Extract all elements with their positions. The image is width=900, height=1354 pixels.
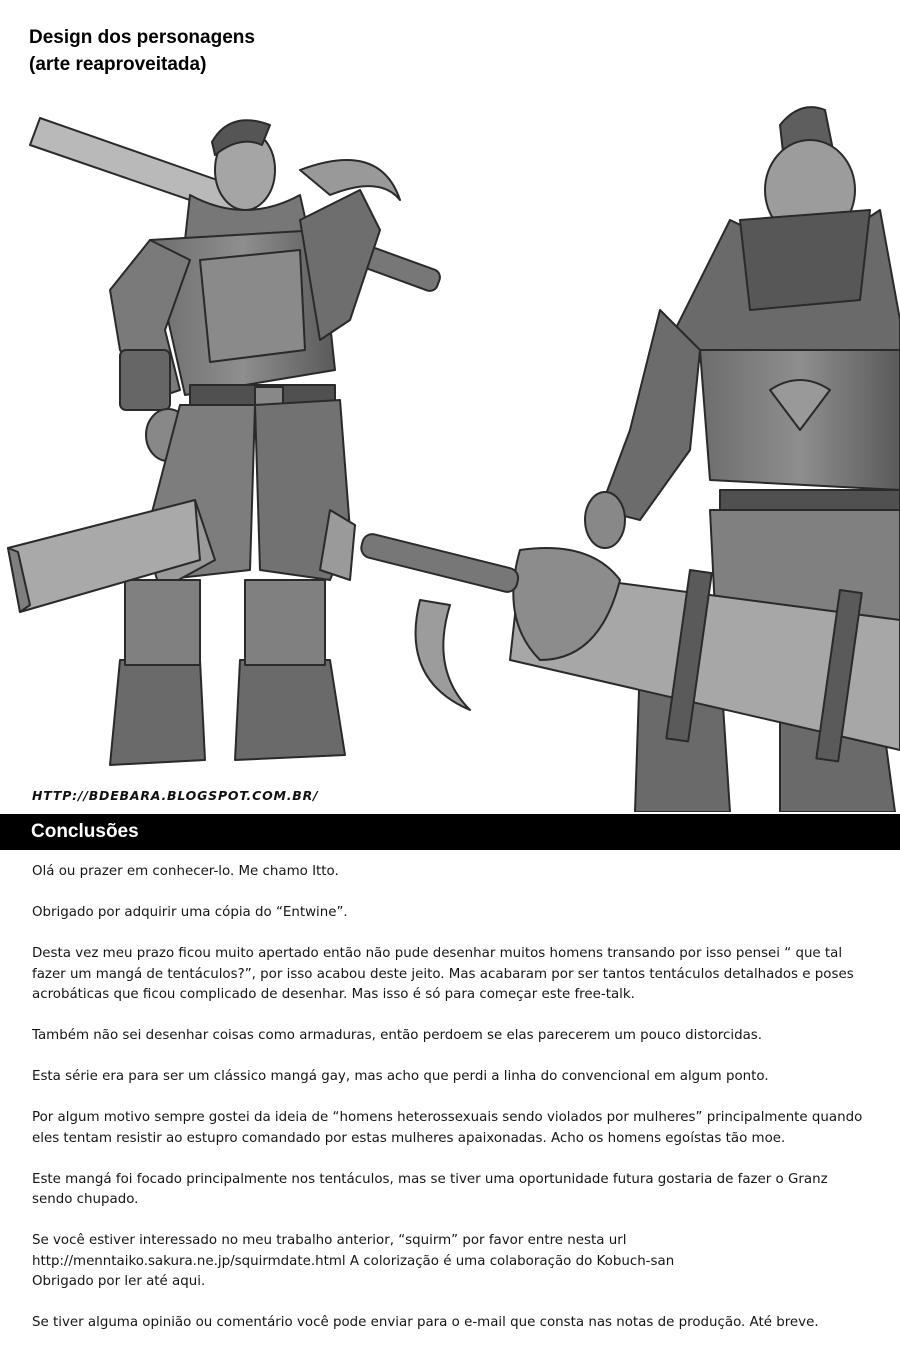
paragraph-line: Se tiver alguma opinião ou comentário você pode enviar para o e-mail que consta nas notas de produção. Até breve. bbox=[32, 1315, 819, 1330]
paragraph-line: Olá ou prazer em conhecer-lo. Me chamo Itto. bbox=[32, 864, 339, 879]
page-title bbox=[29, 24, 255, 78]
paragraph-line: Este mangá foi focado principalmente nos tentáculos, mas se tiver uma oportunidade futura gostaria de fazer o Granz bbox=[32, 1171, 828, 1187]
paragraph-line: http://menntaiko.sakura.ne.jp/squirmdate.html A colorização é uma colaboração do Kobuch-san bbox=[32, 1253, 675, 1269]
page-title-line-2: (arte reaproveitada) bbox=[29, 54, 207, 75]
paragraph bbox=[32, 903, 877, 924]
section-header-bar bbox=[0, 814, 900, 850]
paragraph bbox=[32, 1026, 877, 1047]
character-design-illustration bbox=[0, 100, 900, 812]
section-title: Conclusões bbox=[31, 821, 139, 842]
page-title-line-1: Design dos personagens bbox=[29, 27, 255, 48]
paragraph-line: Também não sei desenhar coisas como armaduras, então perdoem se elas parecerem um pouco distorcidas. bbox=[32, 1028, 763, 1043]
paragraph-line: fazer um mangá de tentáculos?”, por isso acabou deste jeito. Mas acabaram por ser tantos tentáculos detalhados e poses bbox=[32, 966, 854, 982]
paragraph-line: Obrigado por ler até aqui. bbox=[32, 1274, 206, 1289]
paragraph-line: Se você estiver interessado no meu trabalho anterior, “squirm” por favor entre nesta url bbox=[32, 1233, 627, 1248]
paragraph-line: eles tentam resistir ao estupro comandado por estas mulheres apaixonadas. Acho os homens egoístas tão moe. bbox=[32, 1130, 786, 1146]
paragraph-line: sendo chupado. bbox=[32, 1192, 139, 1207]
paragraph-line: Por algum motivo sempre gostei da ideia de “homens heterossexuais sendo violados por mulheres” principalmente quando bbox=[32, 1110, 863, 1125]
paragraph-line: Esta série era para ser um clássico mangá gay, mas acho que perdi a linha do convencional em algum ponto. bbox=[32, 1069, 769, 1084]
paragraph bbox=[32, 1313, 877, 1334]
conclusions-text bbox=[32, 862, 877, 1354]
paragraph-line: acrobáticas que ficou complicado de desenhar. Mas isso é só para começar este free-talk. bbox=[32, 987, 635, 1002]
back-view-character bbox=[359, 107, 900, 812]
watermark-url: HTTP://BDEBARA.BLOGSPOT.COM.BR/ bbox=[32, 788, 319, 803]
paragraph bbox=[32, 1108, 877, 1149]
paragraph-line: Desta vez meu prazo ficou muito apertado então não pude desenhar muitos homens transando por isso pensei “ que tal bbox=[32, 946, 843, 961]
paragraph bbox=[32, 862, 877, 883]
paragraph bbox=[32, 1231, 877, 1293]
front-view-character bbox=[8, 118, 442, 765]
paragraph bbox=[32, 1170, 877, 1211]
paragraph bbox=[32, 944, 877, 1006]
paragraph bbox=[32, 1067, 877, 1088]
paragraph-line: Obrigado por adquirir uma cópia do “Entwine”. bbox=[32, 905, 348, 920]
